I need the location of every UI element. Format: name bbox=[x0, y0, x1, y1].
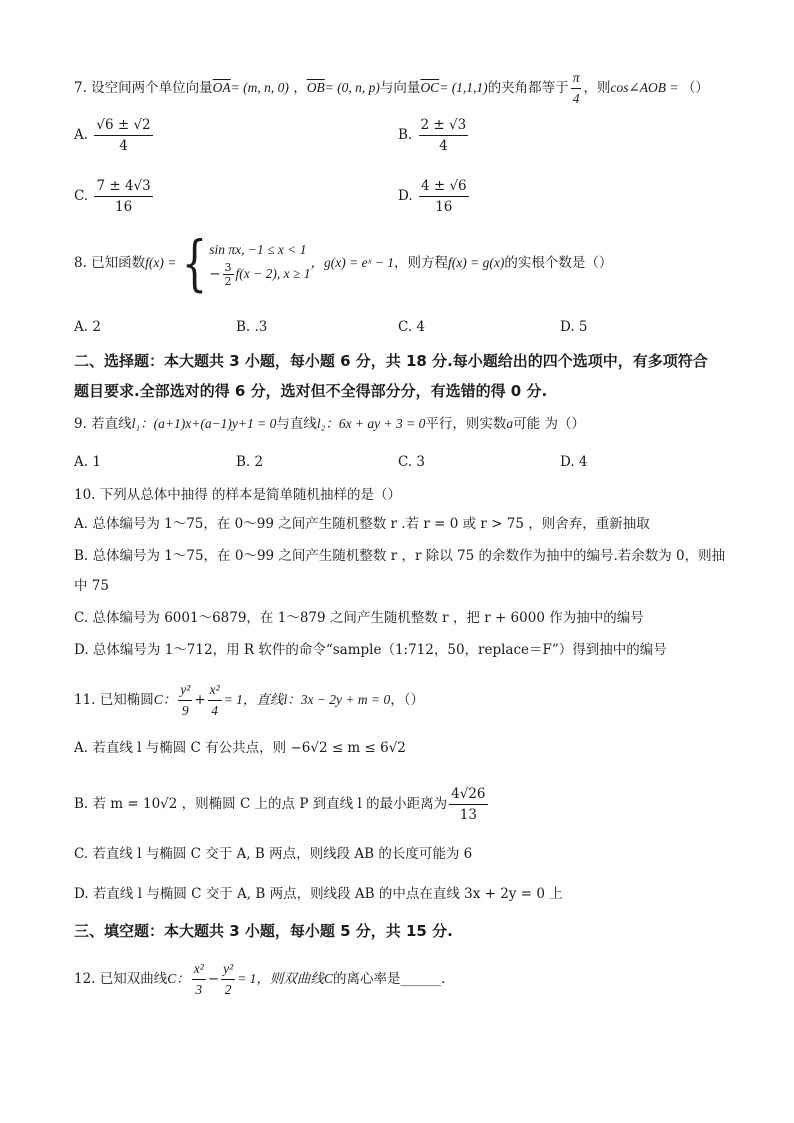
q7-text-d: ，则 bbox=[583, 80, 611, 96]
question-7-stem: 7. 设空间两个单位向量$\overline{OA}= (m$, n, 0) ，$\overline{OB}= (0$, n, p)与向量$\overline{OC}= (1,1,1)$的夹角都等于 $\frac{\pi}{4}$ ，则cos∠AOB = （） bbox=[74, 68, 709, 109]
case2-num: 3 bbox=[224, 261, 232, 274]
q7-option-a bbox=[74, 115, 155, 156]
num-a: 4 bbox=[420, 178, 430, 194]
frac-x2-4 bbox=[208, 680, 222, 721]
q11-eq: = 1，直线 bbox=[223, 692, 284, 707]
num-b: √3 bbox=[449, 117, 467, 133]
q11-option-c: C. 若直线 l 与椭圆 C 交于 A, B 两点，则线段 AB 的长度可能为 6 bbox=[74, 846, 473, 862]
q10-option-b: B. 总体编号为 1～75，在 0～99 之间产生随机整数 r ，r 除以 75 的余数作为抽中的编号.若余数为 0，则抽 bbox=[74, 548, 726, 564]
q11-option-b bbox=[74, 782, 490, 826]
frac-x2-3 bbox=[192, 959, 206, 1000]
vector-oc-value: = (1,1,1) bbox=[439, 80, 488, 95]
q8-paren: （） bbox=[585, 255, 613, 271]
distance-fraction bbox=[449, 784, 487, 825]
q7-option-d bbox=[398, 176, 471, 217]
case2-rest: f(x − 2), x ≥ 1 bbox=[235, 266, 311, 281]
q7-text-c: 的夹角都等于 bbox=[487, 80, 569, 96]
option-fraction bbox=[94, 115, 152, 156]
vector-ob: $\overline{OB}$ bbox=[306, 80, 325, 95]
num-a: 2 bbox=[420, 117, 430, 133]
num-a: √6 bbox=[96, 117, 114, 133]
frac-y2-9 bbox=[178, 680, 192, 721]
q9-option-a: A. 1 bbox=[74, 454, 101, 470]
case2-den: 2 bbox=[224, 275, 232, 288]
option-fraction bbox=[419, 176, 469, 217]
ellipse-c: C： bbox=[153, 692, 177, 707]
option-label: A. bbox=[74, 127, 89, 143]
q12-eq: = 1，则双曲线 bbox=[237, 971, 324, 986]
question-11-stem: 11. 已知椭圆C： $\frac{\text{y²}}{9}$ + $\frac{\text{x²}}{4}$ = 1，直线l：3x − 2y + m = 0，（） bbox=[74, 678, 424, 722]
den: 16 bbox=[114, 199, 133, 215]
q10-option-d: D. 总体编号为 1～712，用 R 软件的命令“sample（1:712，50，replace＝F”）得到抽中的编号 bbox=[74, 642, 667, 658]
vector-ob-value: = (0, n, p) bbox=[324, 80, 380, 95]
q8-equation: f(x) = g(x) bbox=[448, 255, 505, 270]
den: 4 bbox=[211, 703, 219, 718]
q8-text-c: 的实根个数是 bbox=[504, 255, 586, 271]
case-1: sin πx, −1 ≤ x < 1 bbox=[209, 242, 307, 257]
q10-option-c: C. 总体编号为 6001～6879，在 1～879 之间产生随机整数 r ，把 r + 6000 作为抽中的编号 bbox=[74, 610, 644, 626]
q8-option-d: D. 5 bbox=[560, 319, 588, 335]
num: x² bbox=[208, 680, 222, 701]
q7-option-b bbox=[398, 115, 470, 156]
den: 9 bbox=[181, 703, 189, 718]
q9-option-c: C. 3 bbox=[398, 454, 426, 470]
q11-option-d: D. 若直线 l 与椭圆 C 交于 A, B 两点，则线段 AB 的中点在直线 3x + 2y = 0 上 bbox=[74, 886, 563, 902]
question-9-stem bbox=[74, 414, 585, 434]
option-fraction bbox=[94, 176, 152, 217]
vector-oc: $\overline{OC}$ bbox=[420, 80, 440, 95]
q9-option-b: B. 2 bbox=[236, 454, 264, 470]
q9-tail: 平行，则实数 bbox=[425, 416, 507, 432]
var-a: a bbox=[506, 416, 514, 431]
q7-text: 7. 设空间两个单位向量 bbox=[74, 80, 213, 96]
q8-text: 8. 已知函数 bbox=[74, 255, 146, 271]
num: x² bbox=[192, 959, 206, 980]
q9-option-d: D. 4 bbox=[560, 454, 588, 470]
q11-option-a: A. 若直线 l 与椭圆 C 有公共点，则 −6√2 ≤ m ≤ 6√2 bbox=[74, 740, 406, 756]
den: 3 bbox=[195, 982, 203, 997]
cos-aob: cos∠AOB = bbox=[610, 80, 682, 95]
q10-option-b-cont: 中 75 bbox=[74, 578, 109, 594]
num-a: 7 bbox=[96, 178, 106, 194]
q7-option-c bbox=[74, 176, 155, 217]
q8-option-a: A. 2 bbox=[74, 319, 101, 335]
line-l1: l₁：(a+1)x+(a−1)y+1 = 0 bbox=[131, 416, 277, 431]
den: 2 bbox=[224, 982, 232, 997]
angle-numerator: π bbox=[571, 68, 582, 89]
section-2-heading-cont: 题目要求.全部选对的得 6 分，选对但不全得部分分，有选错的得 0 分. bbox=[74, 382, 548, 400]
num: y² bbox=[221, 959, 235, 980]
num-sep: ± bbox=[105, 178, 125, 194]
section-2-heading: 二、选择题：本大题共 3 小题，每小题 6 分，共 18 分.每小题给出的四个选项中，有多项符合 bbox=[74, 352, 708, 370]
question-10-stem: 10. 下列从总体中抽得 的样本是简单随机抽样的是（） bbox=[74, 487, 402, 503]
q11-text: 11. 已知椭圆 bbox=[74, 692, 154, 708]
num-b: √6 bbox=[449, 178, 467, 194]
q9-mid: 与直线 bbox=[276, 416, 317, 432]
question-12-stem: 12. 已知双曲线C： $\frac{\text{x²}}{3}$ − $\frac{\text{y²}}{2}$ = 1，则双曲线C的离心率是______. bbox=[74, 957, 445, 1001]
q8-text-b: ，则方程 bbox=[394, 255, 449, 271]
section-3-heading: 三、填空题：本大题共 3 小题，每小题 5 分，共 15 分. bbox=[74, 922, 453, 940]
q7-paren: （） bbox=[681, 80, 709, 96]
num-b: 4√3 bbox=[124, 178, 151, 194]
den: 4 bbox=[439, 138, 448, 154]
cases-brace: { bbox=[181, 229, 208, 298]
q12-text: 12. 已知双曲线 bbox=[74, 971, 168, 987]
den: 4 bbox=[119, 138, 128, 154]
num-sep: ± bbox=[429, 117, 450, 133]
vector-oa-value: = (m, n, 0) bbox=[230, 80, 289, 95]
q12-tail: 的离心率是______. bbox=[332, 971, 446, 987]
num: y² bbox=[178, 680, 192, 701]
option-label: C. bbox=[74, 188, 89, 204]
option-label: B. bbox=[398, 127, 413, 143]
hyperbola-c: C： bbox=[167, 971, 190, 986]
q11-option-b-text: B. 若 m = 10√2 ，则椭圆 C 上的点 P 到直线 l 的最小距离为 bbox=[74, 796, 448, 812]
q9-tail2: 可能 为（） bbox=[513, 416, 585, 432]
option-fraction bbox=[419, 115, 469, 156]
den: 13 bbox=[459, 807, 477, 823]
frac-y2-2 bbox=[221, 959, 235, 1000]
den: 16 bbox=[435, 199, 453, 215]
q10-option-a: A. 总体编号为 1～75，在 0～99 之间产生随机整数 r .若 r = 0 或 r > 75 ，则舍弃，重新抽取 bbox=[74, 516, 650, 532]
angle-denominator: 4 bbox=[572, 91, 580, 106]
q8-option-b: B. .3 bbox=[236, 319, 268, 335]
hyperbola-c-ref: C bbox=[323, 971, 333, 986]
fx-def: f(x) = bbox=[145, 255, 180, 270]
q9-text: 9. 若直线 bbox=[74, 416, 132, 432]
angle-fraction bbox=[571, 68, 582, 109]
num-b: √2 bbox=[133, 117, 151, 133]
question-8-stem bbox=[74, 229, 613, 298]
num-sep: ± bbox=[113, 117, 134, 133]
q8-option-c: C. 4 bbox=[398, 319, 426, 335]
vector-oa: $\overline{OA}$ bbox=[212, 80, 231, 95]
num-sep: ± bbox=[429, 178, 450, 194]
piecewise-cases bbox=[209, 239, 310, 288]
line-l: l：3x − 2y + m = 0 bbox=[283, 692, 391, 707]
gx-def: ，g(x) = eˣ − 1 bbox=[310, 255, 395, 270]
option-label: D. bbox=[398, 188, 413, 204]
case-2: − $\frac{3}{2}$ f(x − 2), x ≥ 1 bbox=[209, 261, 311, 288]
q11-paren: ，（） bbox=[390, 692, 425, 708]
line-l2: l₂：6x + ay + 3 = 0 bbox=[316, 416, 426, 431]
num: 4√26 bbox=[449, 784, 487, 805]
q7-text-b: 与向量 bbox=[379, 80, 421, 96]
